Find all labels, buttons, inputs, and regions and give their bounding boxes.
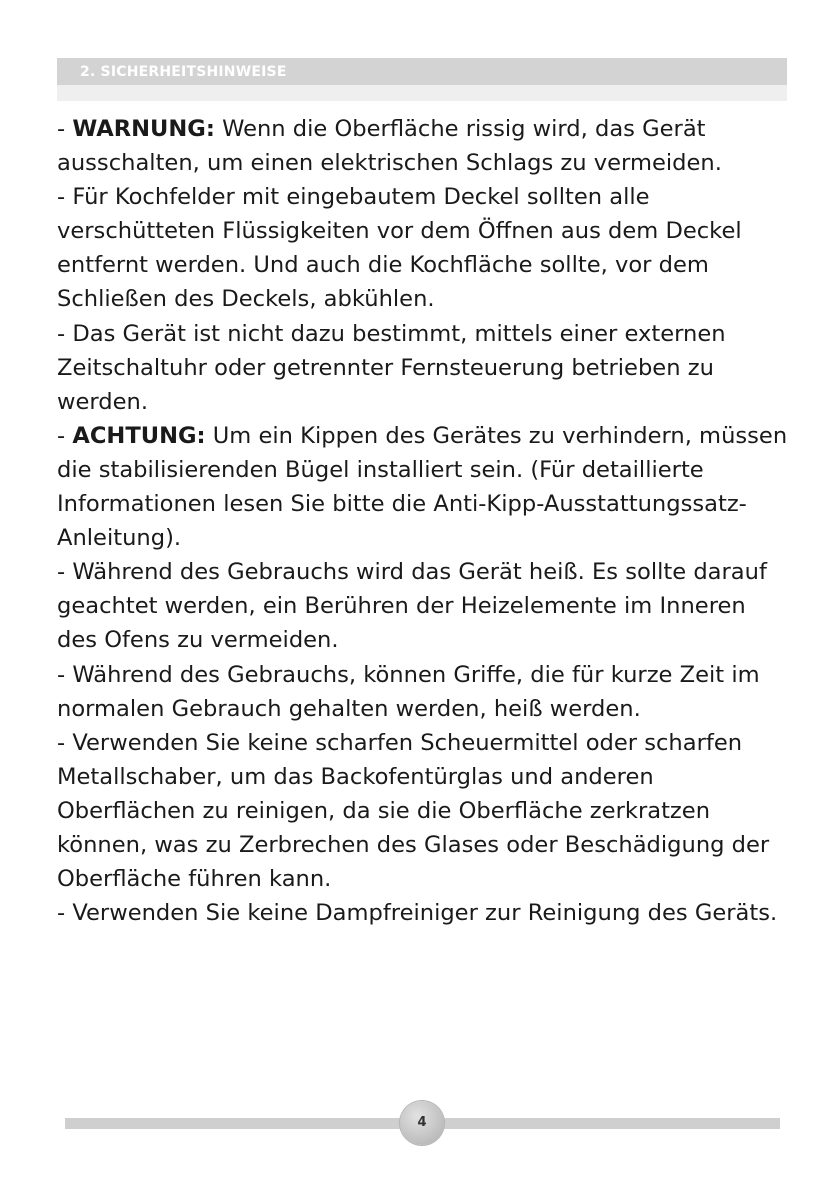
paragraph-warning <box>57 112 792 180</box>
paragraph-cooktop-lid: - Für Kochfelder mit eingebautem Deckel sollten alle verschütteten Flüssigkeiten vor dem Öffnen aus dem Deckel entfernt werden. Und auch die Kochfläche sollte, vor dem Schließen des Deckels, abkühlen. <box>57 184 742 313</box>
section-header <box>57 58 787 85</box>
paragraph-text: Wenn die Oberfläche rissig wird, das Gerät ausschalten, um einen elektrischen Schlags zu vermeiden. <box>57 116 722 177</box>
page-number-badge <box>400 1101 444 1145</box>
paragraph-steam-cleaner: - Verwenden Sie keine Dampfreiniger zur Reinigung des Geräts. <box>57 900 778 927</box>
section-title: 2. SICHERHEITSHINWEISE <box>80 64 287 80</box>
page-number: 4 <box>417 1115 427 1130</box>
warning-label: WARNUNG: <box>72 116 215 142</box>
paragraph-text: Um ein Kippen des Gerätes zu verhindern, müssen die stabilisierenden Bügel installiert sein. (Für detaillierte Informationen lesen Sie bitte die Anti-Kipp-Ausstattungssatz- Anleitung). <box>57 422 788 552</box>
safety-instructions <box>57 112 792 930</box>
paragraph-prefix: - <box>57 116 73 142</box>
paragraph-caution <box>57 419 792 555</box>
paragraph-abrasive-cleaners: - Verwenden Sie keine scharfen Scheuermittel oder scharfen Metallschaber, um das Backofentürglas und anderen Oberflächen zu reinigen, da sie die Oberfläche zerkratzen können, was zu Zerbrechen des Glases oder Beschädigung der Oberfläche führen kann. <box>57 729 770 893</box>
paragraph-external-timer: - Das Gerät ist nicht dazu bestimmt, mittels einer externen Zeitschaltuhr oder getrennter Fernsteuerung betrieben zu werden. <box>57 320 726 415</box>
paragraph-prefix: - <box>57 422 73 449</box>
caution-label: ACHTUNG: <box>72 422 206 449</box>
section-header-underline <box>57 85 787 101</box>
paragraph-handles-hot: - Während des Gebrauchs, können Griffe, die für kurze Zeit im normalen Gebrauch gehalten werden, heiß werden. <box>57 661 760 722</box>
paragraph-device-hot: - Während des Gebrauchs wird das Gerät heiß. Es sollte darauf geachtet werden, ein Berühren der Heizelemente im Inneren des Ofens zu vermeiden. <box>57 559 767 654</box>
